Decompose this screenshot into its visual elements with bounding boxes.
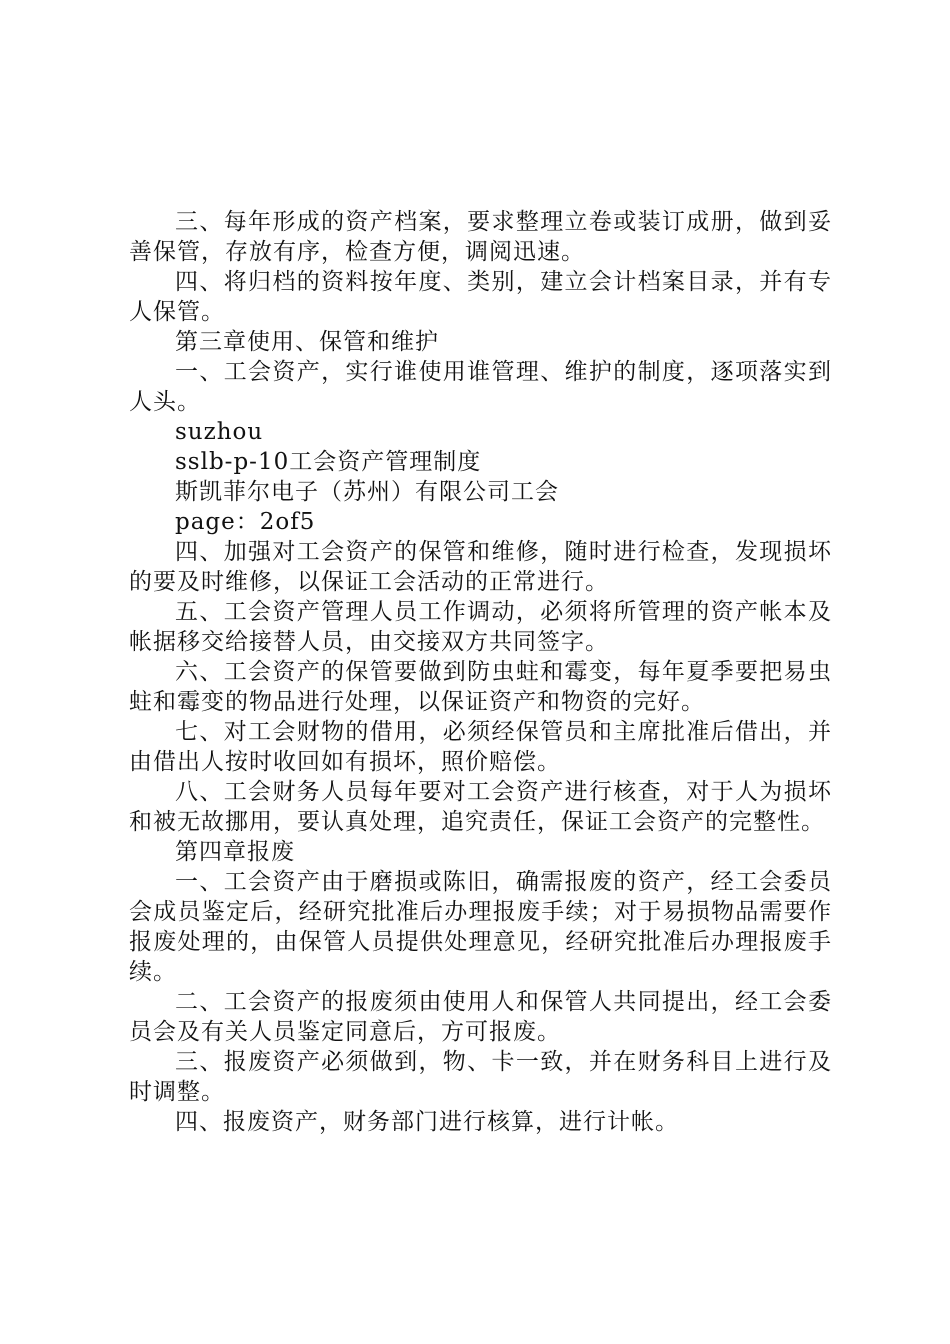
header-document-title: sslb-p-10工会资产管理制度 — [175, 449, 482, 475]
paragraph-maintenance: 四、加强对工会资产的保管和维修，随时进行检查，发现损坏的要及时维修，以保证工会活动的正常进行。 — [129, 539, 832, 595]
paragraph-archive-binding: 三、每年形成的资产档案，要求整理立卷或装订成册，做到妥善保管，存放有序，检查方便，调阅迅速。 — [129, 209, 832, 265]
paragraph-archive-catalog: 四、将归档的资料按年度、类别，建立会计档案目录，并有专人保管。 — [129, 269, 832, 325]
paragraph-scrap-consistency: 三、报废资产必须做到，物、卡一致，并在财务科目上进行及时调整。 — [129, 1049, 832, 1105]
paragraph-scrap-accounting: 四、报废资产，财务部门进行核算，进行计帐。 — [175, 1109, 679, 1135]
header-page-number: page：2of5 — [175, 509, 316, 535]
paragraph-scrap-procedure: 一、工会资产由于磨损或陈旧，确需报废的资产，经工会委员会成员鉴定后，经研究批准后办理报废手续；对于易损物品需要作报废处理的，由保管人员提供处理意见，经研究批准后办理报废手续。 — [129, 869, 832, 985]
paragraph-pest-mildew: 六、工会资产的保管要做到防虫蛀和霉变，每年夏季要把易虫蛀和霉变的物品进行处理，以保证资产和物资的完好。 — [129, 659, 832, 715]
paragraph-usage-responsibility: 一、工会资产，实行谁使用谁管理、维护的制度，逐项落实到人头。 — [129, 359, 832, 415]
chapter-four-heading: 第四章报废 — [175, 839, 295, 865]
paragraph-scrap-approval: 二、工会资产的报废须由使用人和保管人共同提出，经工会委员会及有关人员鉴定同意后，方可报废。 — [129, 989, 832, 1045]
header-location: suzhou — [175, 419, 264, 445]
paragraph-staff-transfer: 五、工会资产管理人员工作调动，必须将所管理的资产帐本及帐据移交给接替人员，由交接双方共同签字。 — [129, 599, 832, 655]
document-body — [129, 207, 832, 1137]
header-company-name: 斯凯菲尔电子（苏州）有限公司工会 — [175, 479, 559, 505]
paragraph-borrowing: 七、对工会财物的借用，必须经保管员和主席批准后借出，并由借出人按时收回如有损坏，照价赔偿。 — [129, 719, 832, 775]
paragraph-annual-audit: 八、工会财务人员每年要对工会资产进行核查，对于人为损坏和被无故挪用，要认真处理，追究责任，保证工会资产的完整性。 — [129, 779, 832, 835]
chapter-three-heading: 第三章使用、保管和维护 — [175, 329, 439, 355]
